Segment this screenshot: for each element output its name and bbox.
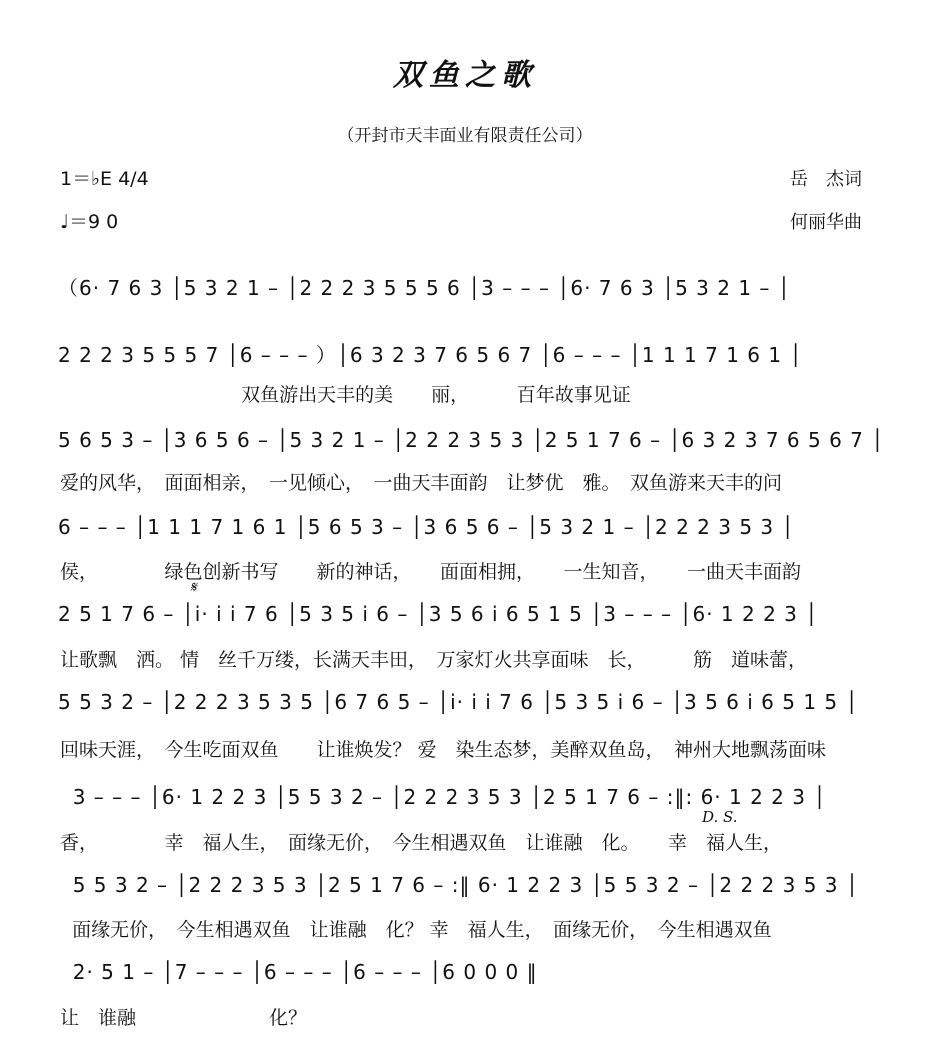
subtitle: （开封市天丰面业有限责任公司） — [337, 126, 593, 146]
tempo-marking: ♩＝9 0 — [60, 211, 119, 233]
segno-mark: 𝄋 — [190, 578, 197, 596]
staff-line-2-notes: 2 2 2 3 5 5 5 7 │6 – – – ）│6 3 2 3 7 6 5 6 7 │6 – – – │1 1 1 7 1 6 1 │ — [58, 343, 803, 367]
staff-line-6-lyrics: 回味天涯， 今生吃面双鱼 让谁焕发？ 爱 染生态梦，美醉双鱼岛， 神州大地飘荡面味 — [60, 739, 827, 761]
ds-mark: D. S. — [702, 808, 738, 826]
staff-line-5-lyrics: 让歌飘 洒。 情 丝千万缕，长满天丰田， 万家灯火共享面味 长， 筋 道味蕾， — [60, 649, 808, 671]
staff-line-3-lyrics: 爱的风华， 面面相亲， 一见倾心， 一曲天丰面韵 让梦优 雅。 双鱼游来天丰的问 — [60, 472, 783, 494]
staff-line-9-notes: 2· 5 1 – │7 – – – │6 – – – │6 – – – │6 0 0 0 ‖ — [58, 960, 538, 984]
staff-line-4-lyrics: 侯， 绿色创新书写 新的神话， 面面相拥， 一生知音， 一曲天丰面韵 — [60, 561, 802, 583]
staff-line-6-notes: 5 5 3 2 – │2 2 2 3 5 3 5 │6 7 6 5 – │i· i i 7 6 │5 3 5 i 6 – │3 5 6 i 6 5 1 5 │ — [58, 690, 859, 714]
staff-line-5-notes: 2 5 1 7 6 – │i· i i 7 6 │5 3 5 i 6 – │3 5 6 i 6 5 1 5 │3 – – – │6· 1 2 2 3 │ — [58, 602, 819, 626]
staff-line-8-notes: 5 5 3 2 – │2 2 2 3 5 3 │2 5 1 7 6 – :‖ 6· 1 2 2 3 │5 5 3 2 – │2 2 2 3 5 3 │ — [58, 873, 859, 897]
staff-line-4-notes: 6 – – – │1 1 1 7 1 6 1 │5 6 5 3 – │3 6 5 6 – │5 3 2 1 – │2 2 2 3 5 3 │ — [58, 515, 795, 539]
staff-line-2-lyrics: 双鱼游出天丰的美 丽， 百年故事见证 — [60, 384, 631, 406]
song-title: 双鱼之歌 — [393, 58, 537, 93]
staff-line-7-notes: 3 – – – │6· 1 2 2 3 │5 5 3 2 – │2 2 2 3 5 3 │2 5 1 7 6 – :‖: 6· 1 2 2 3 │ — [58, 785, 827, 809]
staff-line-8-lyrics: 面缘无价， 今生相遇双鱼 让谁融 化？ 幸 福人生， 面缘无价， 今生相遇双鱼 — [60, 919, 772, 941]
composer-credit: 何丽华曲 — [790, 212, 862, 233]
staff-line-3-notes: 5 6 5 3 – │3 6 5 6 – │5 3 2 1 – │2 2 2 3 5 3 │2 5 1 7 6 – │6 3 2 3 7 6 5 6 7 │ — [58, 428, 885, 452]
lyricist-credit: 岳 杰词 — [790, 169, 862, 190]
staff-line-1-notes: （6· 7 6 3 │5 3 2 1 – │2 2 2 3 5 5 5 6 │3 – – – │6· 7 6 3 │5 3 2 1 – │ — [58, 276, 791, 300]
staff-line-7-lyrics: 香， 幸 福人生， 面缘无价， 今生相遇双鱼 让谁融 化。 幸 福人生， — [60, 832, 783, 854]
key-signature: 1＝♭E 4/4 — [60, 168, 149, 190]
staff-line-9-lyrics: 让 谁融 化？ — [60, 1007, 308, 1029]
